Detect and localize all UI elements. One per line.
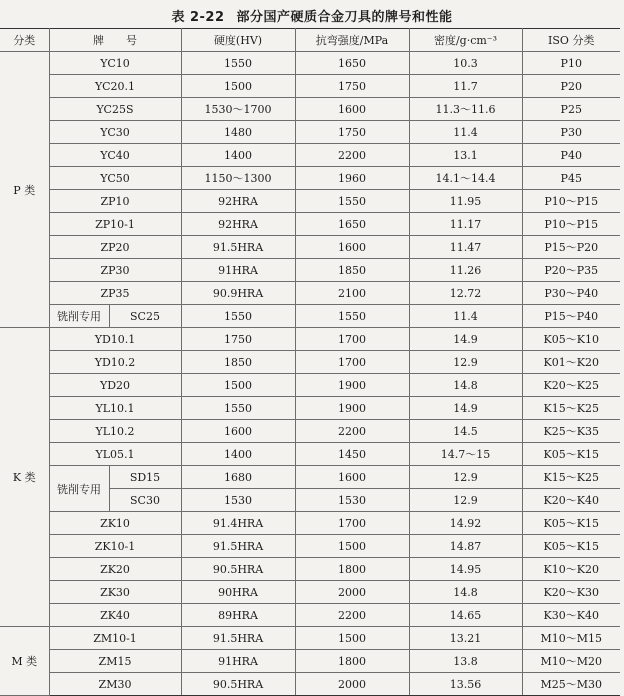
table-row <box>0 305 620 328</box>
iso-cell: P20～P35 <box>522 259 620 282</box>
strength-cell: 1900 <box>295 397 409 420</box>
strength-cell: 1700 <box>295 351 409 374</box>
density-cell: 11.26 <box>409 259 522 282</box>
iso-cell: P40 <box>522 144 620 167</box>
density-cell: 12.9 <box>409 489 522 512</box>
table-row <box>0 420 620 443</box>
grade-cell: YC50 <box>49 167 181 190</box>
hardness-cell: 1400 <box>181 144 295 167</box>
hardness-cell: 91HRA <box>181 650 295 673</box>
grade-cell: ZK10-1 <box>49 535 181 558</box>
hardness-cell: 1530 <box>181 489 295 512</box>
hardness-cell: 90.9HRA <box>181 282 295 305</box>
density-cell: 12.72 <box>409 282 522 305</box>
density-cell: 12.9 <box>409 351 522 374</box>
strength-cell: 2200 <box>295 144 409 167</box>
iso-cell: P30 <box>522 121 620 144</box>
strength-cell: 1600 <box>295 236 409 259</box>
header-row <box>0 29 620 52</box>
strength-cell: 1750 <box>295 75 409 98</box>
hardness-cell: 1550 <box>181 397 295 420</box>
table-row <box>0 259 620 282</box>
strength-cell: 1500 <box>295 535 409 558</box>
iso-cell: K20～K30 <box>522 581 620 604</box>
grade-cell: YC40 <box>49 144 181 167</box>
table-row <box>0 328 620 351</box>
grade-cell: ZM30 <box>49 673 181 696</box>
hardness-cell: 1500 <box>181 374 295 397</box>
density-cell: 14.92 <box>409 512 522 535</box>
table-row <box>0 98 620 121</box>
hardness-cell: 1500 <box>181 75 295 98</box>
iso-cell: M10～M20 <box>522 650 620 673</box>
table-row <box>0 121 620 144</box>
strength-cell: 2200 <box>295 420 409 443</box>
hardness-cell: 1400 <box>181 443 295 466</box>
grade-cell: YC10 <box>49 52 181 75</box>
density-cell: 14.5 <box>409 420 522 443</box>
table-row <box>0 673 620 696</box>
strength-cell: 1450 <box>295 443 409 466</box>
density-cell: 11.7 <box>409 75 522 98</box>
strength-cell: 1800 <box>295 650 409 673</box>
header-strength: 抗弯强度/MPa <box>295 29 409 52</box>
strength-cell: 2100 <box>295 282 409 305</box>
table-row <box>0 443 620 466</box>
iso-cell: P10 <box>522 52 620 75</box>
density-cell: 13.56 <box>409 673 522 696</box>
strength-cell: 1530 <box>295 489 409 512</box>
table-row <box>0 512 620 535</box>
strength-cell: 1650 <box>295 52 409 75</box>
table-row <box>0 282 620 305</box>
grade-cell: ZP10 <box>49 190 181 213</box>
category-p: P 类 <box>0 52 49 328</box>
header-iso: ISO 分类 <box>522 29 620 52</box>
density-cell: 14.87 <box>409 535 522 558</box>
strength-cell: 1550 <box>295 305 409 328</box>
strength-cell: 1600 <box>295 466 409 489</box>
table-row <box>0 52 620 75</box>
strength-cell: 1960 <box>295 167 409 190</box>
strength-cell: 1650 <box>295 213 409 236</box>
iso-cell: K05～K15 <box>522 512 620 535</box>
table-row <box>0 213 620 236</box>
table-row <box>0 351 620 374</box>
hardness-cell: 91.5HRA <box>181 535 295 558</box>
grade-cell: ZM10-1 <box>49 627 181 650</box>
header-grade: 牌 号 <box>49 29 181 52</box>
grade-cell: ZP30 <box>49 259 181 282</box>
strength-cell: 2000 <box>295 581 409 604</box>
strength-cell: 1600 <box>295 98 409 121</box>
iso-cell: P10～P15 <box>522 190 620 213</box>
grade-cell: ZP20 <box>49 236 181 259</box>
hardness-cell: 1600 <box>181 420 295 443</box>
header-category: 分类 <box>0 29 49 52</box>
iso-cell: P15～P40 <box>522 305 620 328</box>
hardness-cell: 91.4HRA <box>181 512 295 535</box>
density-cell: 14.95 <box>409 558 522 581</box>
grade-cell: YL05.1 <box>49 443 181 466</box>
density-cell: 14.8 <box>409 374 522 397</box>
grade-cell: ZP10-1 <box>49 213 181 236</box>
density-cell: 11.47 <box>409 236 522 259</box>
density-cell: 13.8 <box>409 650 522 673</box>
grade-cell: YD10.1 <box>49 328 181 351</box>
iso-cell: P30～P40 <box>522 282 620 305</box>
table-row <box>0 397 620 420</box>
grade-cell: ZK20 <box>49 558 181 581</box>
iso-cell: P10～P15 <box>522 213 620 236</box>
strength-cell: 1900 <box>295 374 409 397</box>
density-cell: 14.9 <box>409 328 522 351</box>
density-cell: 13.21 <box>409 627 522 650</box>
category-m: M 类 <box>0 627 49 696</box>
grade-cell: SC30 <box>109 489 181 512</box>
density-cell: 10.3 <box>409 52 522 75</box>
iso-cell: P20 <box>522 75 620 98</box>
table-row <box>0 374 620 397</box>
density-cell: 11.4 <box>409 305 522 328</box>
hardness-cell: 90.5HRA <box>181 673 295 696</box>
density-cell: 14.9 <box>409 397 522 420</box>
density-cell: 11.95 <box>409 190 522 213</box>
iso-cell: K15～K25 <box>522 466 620 489</box>
strength-cell: 1550 <box>295 190 409 213</box>
density-cell: 14.7～15 <box>409 443 522 466</box>
iso-cell: K10～K20 <box>522 558 620 581</box>
iso-cell: P45 <box>522 167 620 190</box>
table-number: 表 2-22 <box>171 10 225 25</box>
iso-cell: P15～P20 <box>522 236 620 259</box>
table-title <box>0 6 624 26</box>
grade-cell: SD15 <box>109 466 181 489</box>
iso-cell: K30～K40 <box>522 604 620 627</box>
hardness-cell: 1530～1700 <box>181 98 295 121</box>
grade-cell: YL10.2 <box>49 420 181 443</box>
table-caption: 部分国产硬质合金刀具的牌号和性能 <box>236 10 453 25</box>
hardness-cell: 1850 <box>181 351 295 374</box>
table-row <box>0 558 620 581</box>
hardness-cell: 90.5HRA <box>181 558 295 581</box>
grade-cell: YD10.2 <box>49 351 181 374</box>
iso-cell: K05～K15 <box>522 535 620 558</box>
table-row <box>0 650 620 673</box>
strength-cell: 1500 <box>295 627 409 650</box>
iso-cell: K05～K10 <box>522 328 620 351</box>
grade-cell: YC25S <box>49 98 181 121</box>
hardness-cell: 90HRA <box>181 581 295 604</box>
strength-cell: 1800 <box>295 558 409 581</box>
hardness-cell: 92HRA <box>181 213 295 236</box>
table-row <box>0 604 620 627</box>
hardness-cell: 1550 <box>181 52 295 75</box>
grade-cell: ZK30 <box>49 581 181 604</box>
grade-cell: YC20.1 <box>49 75 181 98</box>
header-hardness: 硬度(HV) <box>181 29 295 52</box>
density-cell: 14.65 <box>409 604 522 627</box>
strength-cell: 2000 <box>295 673 409 696</box>
table-row <box>0 75 620 98</box>
grade-cell: SC25 <box>109 305 181 328</box>
density-cell: 12.9 <box>409 466 522 489</box>
grade-cell: ZP35 <box>49 282 181 305</box>
table-row <box>0 236 620 259</box>
density-cell: 14.8 <box>409 581 522 604</box>
table-row <box>0 581 620 604</box>
density-cell: 14.1～14.4 <box>409 167 522 190</box>
table-row <box>0 190 620 213</box>
hardness-cell: 1680 <box>181 466 295 489</box>
table-body <box>0 29 620 696</box>
header-density: 密度/g·cm⁻³ <box>409 29 522 52</box>
table-row <box>0 535 620 558</box>
grade-cell: ZK10 <box>49 512 181 535</box>
hardness-cell: 91HRA <box>181 259 295 282</box>
strength-cell: 1750 <box>295 121 409 144</box>
grade-cell: YD20 <box>49 374 181 397</box>
density-cell: 13.1 <box>409 144 522 167</box>
density-cell: 11.3～11.6 <box>409 98 522 121</box>
table-row <box>0 167 620 190</box>
table-row <box>0 144 620 167</box>
iso-cell: K15～K25 <box>522 397 620 420</box>
strength-cell: 1850 <box>295 259 409 282</box>
hardness-cell: 91.5HRA <box>181 236 295 259</box>
grade-cell: YL10.1 <box>49 397 181 420</box>
hardness-cell: 91.5HRA <box>181 627 295 650</box>
table-row <box>0 466 620 489</box>
iso-cell: K25～K35 <box>522 420 620 443</box>
iso-cell: K05～K15 <box>522 443 620 466</box>
table-row <box>0 627 620 650</box>
iso-cell: K01～K20 <box>522 351 620 374</box>
hardness-cell: 1750 <box>181 328 295 351</box>
density-cell: 11.4 <box>409 121 522 144</box>
density-cell: 11.17 <box>409 213 522 236</box>
strength-cell: 1700 <box>295 512 409 535</box>
category-k: K 类 <box>0 328 49 627</box>
hardness-cell: 92HRA <box>181 190 295 213</box>
grade-cell: ZM15 <box>49 650 181 673</box>
strength-cell: 2200 <box>295 604 409 627</box>
iso-cell: K20～K25 <box>522 374 620 397</box>
iso-cell: P25 <box>522 98 620 121</box>
grade-cell: ZK40 <box>49 604 181 627</box>
hardness-cell: 1550 <box>181 305 295 328</box>
strength-cell: 1700 <box>295 328 409 351</box>
grade-cell: YC30 <box>49 121 181 144</box>
iso-cell: M10～M15 <box>522 627 620 650</box>
iso-cell: K20～K40 <box>522 489 620 512</box>
hardness-cell: 89HRA <box>181 604 295 627</box>
iso-cell: M25～M30 <box>522 673 620 696</box>
milling-label: 铣削专用 <box>49 305 109 328</box>
milling-label: 铣削专用 <box>49 466 109 512</box>
hardness-cell: 1480 <box>181 121 295 144</box>
hardness-cell: 1150～1300 <box>181 167 295 190</box>
grade-table <box>0 28 620 696</box>
